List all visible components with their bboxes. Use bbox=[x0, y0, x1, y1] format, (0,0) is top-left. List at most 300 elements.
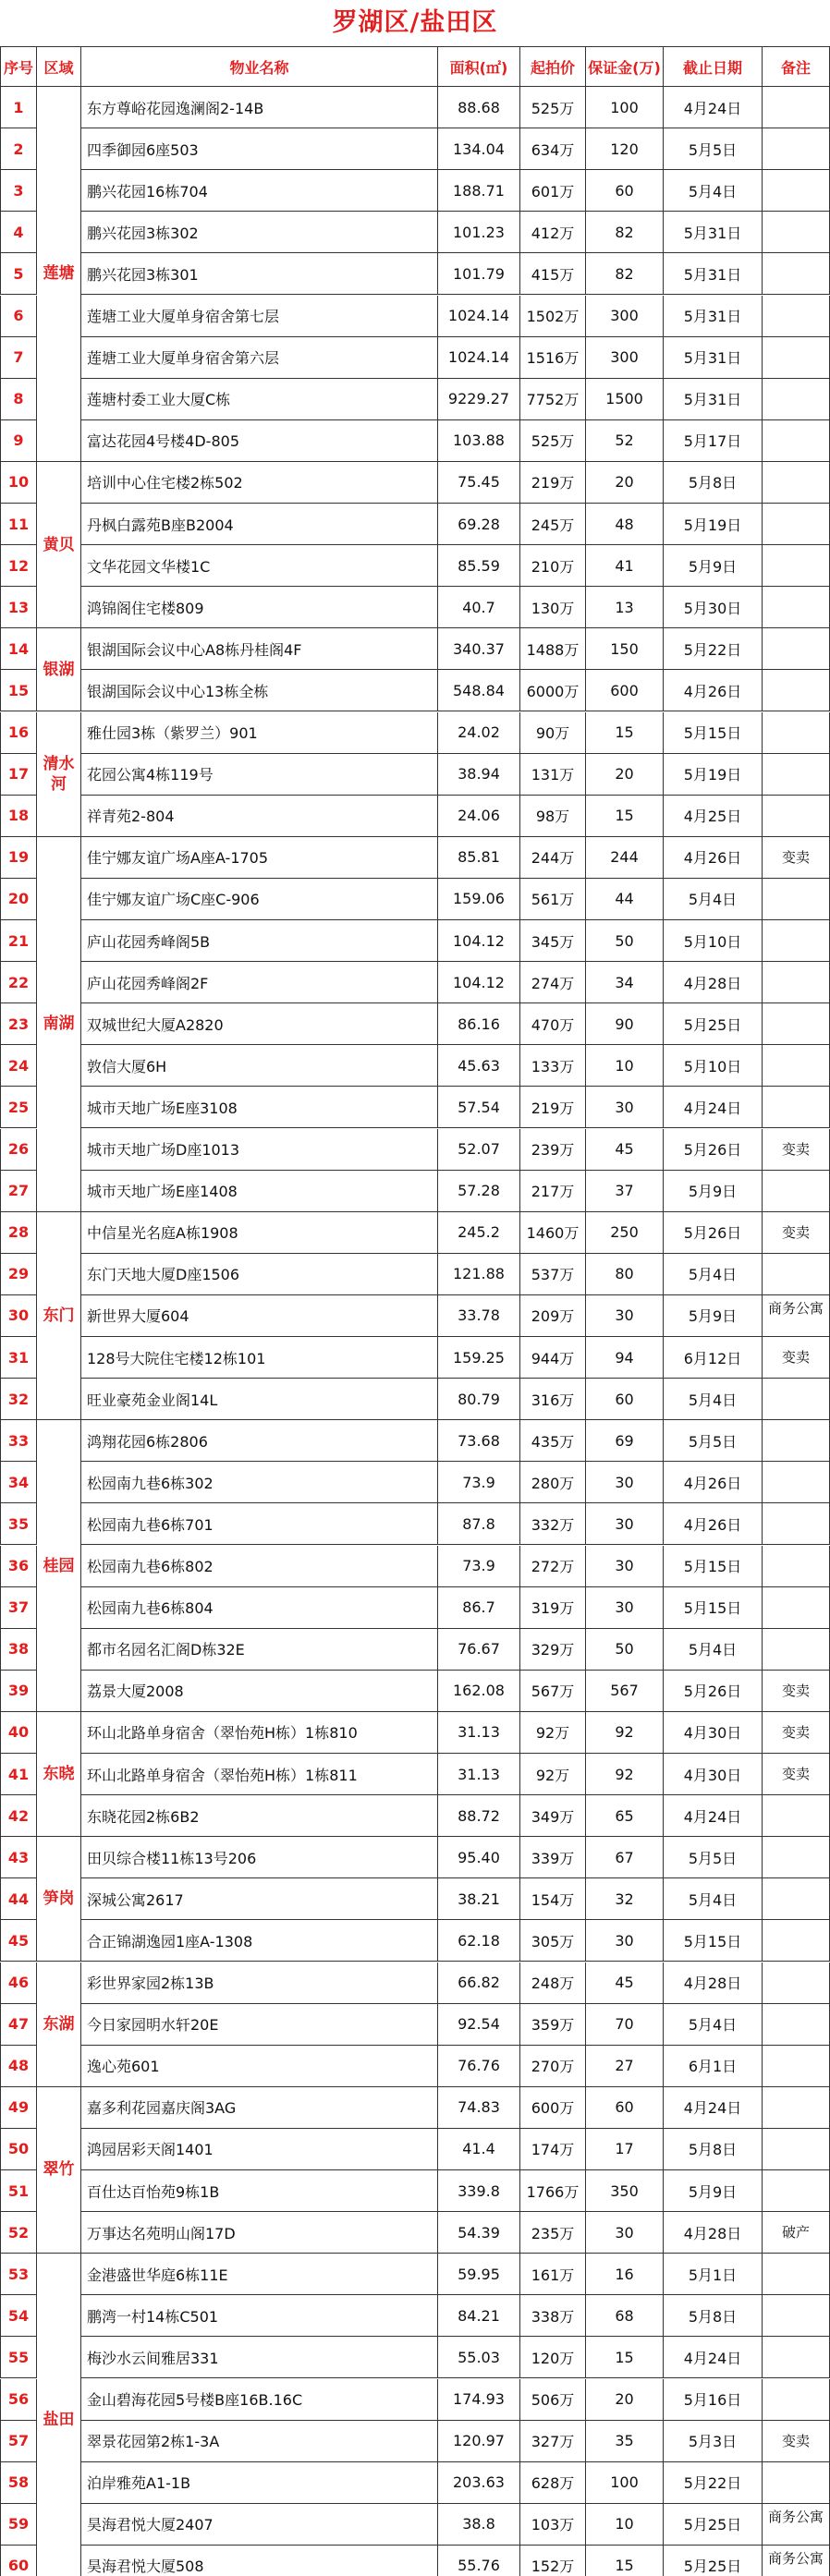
area-value: 9229.27 bbox=[438, 379, 520, 420]
property-name: 松园南九巷6栋802 bbox=[81, 1546, 438, 1587]
area-value: 73.9 bbox=[438, 1546, 520, 1587]
remark bbox=[763, 379, 830, 420]
row-seq: 28 bbox=[0, 1212, 37, 1254]
header-region: 区域 bbox=[37, 46, 81, 87]
row-seq: 20 bbox=[0, 879, 37, 920]
deposit-value: 16 bbox=[586, 2254, 664, 2295]
deadline-date: 5月3日 bbox=[664, 2421, 763, 2462]
row-seq: 24 bbox=[0, 1045, 37, 1087]
area-value: 162.08 bbox=[438, 1671, 520, 1712]
start-price: 133万 bbox=[520, 1045, 586, 1087]
area-value: 38.21 bbox=[438, 1878, 520, 1920]
area-value: 55.03 bbox=[438, 2337, 520, 2378]
property-name: 万事达名苑明山阁17D bbox=[81, 2212, 438, 2254]
property-name: 佳宁娜友谊广场C座C-906 bbox=[81, 879, 438, 920]
deposit-value: 30 bbox=[586, 1087, 664, 1128]
area-value: 31.13 bbox=[438, 1754, 520, 1795]
deadline-date: 5月25日 bbox=[664, 2546, 763, 2576]
header-start-price: 起拍价 bbox=[520, 46, 586, 87]
area-value: 188.71 bbox=[438, 170, 520, 212]
start-price: 174万 bbox=[520, 2129, 586, 2170]
property-name: 环山北路单身宿舍（翠怡苑H栋）1栋811 bbox=[81, 1754, 438, 1795]
property-name: 莲塘工业大厦单身宿舍第七层 bbox=[81, 296, 438, 337]
row-seq: 40 bbox=[0, 1712, 37, 1754]
property-name: 鸿锦阁住宅楼809 bbox=[81, 587, 438, 628]
property-name: 鹏湾一村14栋C501 bbox=[81, 2295, 438, 2337]
start-price: 327万 bbox=[520, 2421, 586, 2462]
deposit-value: 20 bbox=[586, 462, 664, 504]
deposit-value: 94 bbox=[586, 1337, 664, 1379]
deadline-date: 5月5日 bbox=[664, 1420, 763, 1462]
area-value: 84.21 bbox=[438, 2295, 520, 2337]
remark: 商务公寓 bbox=[763, 1295, 830, 1337]
remark bbox=[763, 2295, 830, 2337]
row-seq: 45 bbox=[0, 1920, 37, 1962]
start-price: 1502万 bbox=[520, 296, 586, 337]
deposit-value: 20 bbox=[586, 2379, 664, 2421]
start-price: 412万 bbox=[520, 212, 586, 253]
auction-table bbox=[0, 46, 830, 2576]
row-seq: 58 bbox=[0, 2462, 37, 2504]
property-name: 鹏兴花园3栋301 bbox=[81, 253, 438, 295]
remark bbox=[763, 2087, 830, 2129]
remark bbox=[763, 337, 830, 379]
area-value: 339.8 bbox=[438, 2170, 520, 2212]
remark bbox=[763, 1420, 830, 1462]
property-name: 金山碧海花园5号楼B座16B.16C bbox=[81, 2379, 438, 2421]
property-name: 彩世界家园2栋13B bbox=[81, 1962, 438, 2004]
deadline-date: 5月22日 bbox=[664, 628, 763, 670]
area-value: 24.06 bbox=[438, 796, 520, 837]
deadline-date: 5月19日 bbox=[664, 754, 763, 796]
row-seq: 36 bbox=[0, 1546, 37, 1587]
remark: 变卖 bbox=[763, 1212, 830, 1254]
remark bbox=[763, 545, 830, 587]
property-name: 深城公寓2617 bbox=[81, 1878, 438, 1920]
row-seq: 54 bbox=[0, 2295, 37, 2337]
area-value: 57.54 bbox=[438, 1087, 520, 1128]
row-seq: 49 bbox=[0, 2087, 37, 2129]
row-seq: 43 bbox=[0, 1837, 37, 1878]
property-name: 东方尊峪花园逸澜阁2-14B bbox=[81, 87, 438, 128]
deadline-date: 5月4日 bbox=[664, 2004, 763, 2046]
area-value: 38.94 bbox=[438, 754, 520, 796]
deposit-value: 82 bbox=[586, 212, 664, 253]
property-name: 四季御园6座503 bbox=[81, 128, 438, 170]
start-price: 506万 bbox=[520, 2379, 586, 2421]
remark bbox=[763, 2004, 830, 2046]
area-value: 1024.14 bbox=[438, 296, 520, 337]
deadline-date: 5月17日 bbox=[664, 420, 763, 462]
start-price: 209万 bbox=[520, 1295, 586, 1337]
area-value: 134.04 bbox=[438, 128, 520, 170]
remark bbox=[763, 504, 830, 545]
remark: 破产 bbox=[763, 2212, 830, 2254]
header-property: 物业名称 bbox=[81, 46, 438, 87]
row-seq: 4 bbox=[0, 212, 37, 253]
property-name: 银湖国际会议中心A8栋丹桂阁4F bbox=[81, 628, 438, 670]
deadline-date: 5月31日 bbox=[664, 337, 763, 379]
area-value: 120.97 bbox=[438, 2421, 520, 2462]
start-price: 470万 bbox=[520, 1003, 586, 1045]
deposit-value: 250 bbox=[586, 1212, 664, 1254]
start-price: 120万 bbox=[520, 2337, 586, 2378]
remark bbox=[763, 1087, 830, 1128]
remark: 变卖 bbox=[763, 1337, 830, 1379]
deposit-value: 90 bbox=[586, 1003, 664, 1045]
property-name: 都市名园名汇阁D栋32E bbox=[81, 1629, 438, 1671]
deadline-date: 5月26日 bbox=[664, 1129, 763, 1171]
deposit-value: 92 bbox=[586, 1754, 664, 1795]
remark bbox=[763, 2129, 830, 2170]
header-deadline: 截止日期 bbox=[664, 46, 763, 87]
area-value: 203.63 bbox=[438, 2462, 520, 2504]
row-seq: 15 bbox=[0, 670, 37, 711]
deposit-value: 65 bbox=[586, 1795, 664, 1837]
remark bbox=[763, 1503, 830, 1545]
area-value: 66.82 bbox=[438, 1962, 520, 2004]
deadline-date: 6月1日 bbox=[664, 2046, 763, 2087]
deadline-date: 5月26日 bbox=[664, 1671, 763, 1712]
deposit-value: 70 bbox=[586, 2004, 664, 2046]
area-value: 74.83 bbox=[438, 2087, 520, 2129]
deadline-date: 5月9日 bbox=[664, 545, 763, 587]
property-name: 今日家园明水轩20E bbox=[81, 2004, 438, 2046]
deposit-value: 20 bbox=[586, 754, 664, 796]
deadline-date: 5月4日 bbox=[664, 1878, 763, 1920]
property-name: 旺业豪苑金业阁14L bbox=[81, 1379, 438, 1420]
remark: 商务公寓 bbox=[763, 2546, 830, 2576]
remark bbox=[763, 2379, 830, 2421]
property-name: 东晓花园2栋6B2 bbox=[81, 1795, 438, 1837]
row-seq: 21 bbox=[0, 920, 37, 962]
row-seq: 37 bbox=[0, 1587, 37, 1629]
remark bbox=[763, 1837, 830, 1878]
start-price: 219万 bbox=[520, 462, 586, 504]
start-price: 152万 bbox=[520, 2546, 586, 2576]
area-value: 101.79 bbox=[438, 253, 520, 295]
start-price: 561万 bbox=[520, 879, 586, 920]
deadline-date: 4月30日 bbox=[664, 1712, 763, 1754]
start-price: 319万 bbox=[520, 1587, 586, 1629]
area-value: 62.18 bbox=[438, 1920, 520, 1962]
row-seq: 26 bbox=[0, 1129, 37, 1171]
region-label: 银湖 bbox=[37, 628, 81, 711]
area-value: 76.67 bbox=[438, 1629, 520, 1671]
remark bbox=[763, 879, 830, 920]
deadline-date: 5月31日 bbox=[664, 253, 763, 295]
property-name: 鹏兴花园3栋302 bbox=[81, 212, 438, 253]
area-value: 245.2 bbox=[438, 1212, 520, 1254]
start-price: 435万 bbox=[520, 1420, 586, 1462]
deposit-value: 27 bbox=[586, 2046, 664, 2087]
start-price: 316万 bbox=[520, 1379, 586, 1420]
deposit-value: 30 bbox=[586, 1587, 664, 1629]
area-value: 548.84 bbox=[438, 670, 520, 711]
start-price: 1488万 bbox=[520, 628, 586, 670]
property-name: 城市天地广场D座1013 bbox=[81, 1129, 438, 1171]
remark bbox=[763, 1920, 830, 1962]
row-seq: 42 bbox=[0, 1795, 37, 1837]
remark bbox=[763, 2046, 830, 2087]
deadline-date: 4月24日 bbox=[664, 87, 763, 128]
deadline-date: 4月24日 bbox=[664, 1087, 763, 1128]
start-price: 338万 bbox=[520, 2295, 586, 2337]
start-price: 600万 bbox=[520, 2087, 586, 2129]
area-value: 69.28 bbox=[438, 504, 520, 545]
deadline-date: 5月15日 bbox=[664, 712, 763, 754]
area-value: 95.40 bbox=[438, 1837, 520, 1878]
deposit-value: 17 bbox=[586, 2129, 664, 2170]
row-seq: 32 bbox=[0, 1379, 37, 1420]
area-value: 41.4 bbox=[438, 2129, 520, 2170]
remark bbox=[763, 1045, 830, 1087]
deposit-value: 45 bbox=[586, 1962, 664, 2004]
deposit-value: 300 bbox=[586, 296, 664, 337]
deposit-value: 600 bbox=[586, 670, 664, 711]
remark bbox=[763, 2462, 830, 2504]
deadline-date: 4月26日 bbox=[664, 837, 763, 879]
region-label: 盐田 bbox=[37, 2254, 81, 2576]
area-value: 73.68 bbox=[438, 1420, 520, 1462]
area-value: 86.7 bbox=[438, 1587, 520, 1629]
row-seq: 34 bbox=[0, 1462, 37, 1503]
start-price: 944万 bbox=[520, 1337, 586, 1379]
deadline-date: 5月10日 bbox=[664, 1045, 763, 1087]
area-value: 45.63 bbox=[438, 1045, 520, 1087]
region-label: 桂园 bbox=[37, 1420, 81, 1712]
start-price: 1766万 bbox=[520, 2170, 586, 2212]
area-value: 101.23 bbox=[438, 212, 520, 253]
deposit-value: 30 bbox=[586, 1920, 664, 1962]
area-value: 159.06 bbox=[438, 879, 520, 920]
deposit-value: 32 bbox=[586, 1878, 664, 1920]
row-seq: 27 bbox=[0, 1171, 37, 1212]
deposit-value: 100 bbox=[586, 87, 664, 128]
property-name: 翠景花园第2栋1-3A bbox=[81, 2421, 438, 2462]
deadline-date: 5月22日 bbox=[664, 2462, 763, 2504]
remark bbox=[763, 712, 830, 754]
row-seq: 52 bbox=[0, 2212, 37, 2254]
deadline-date: 5月9日 bbox=[664, 1171, 763, 1212]
row-seq: 46 bbox=[0, 1962, 37, 2004]
deadline-date: 5月9日 bbox=[664, 1295, 763, 1337]
remark bbox=[763, 1795, 830, 1837]
property-name: 丹枫白露苑B座B2004 bbox=[81, 504, 438, 545]
start-price: 601万 bbox=[520, 170, 586, 212]
deadline-date: 5月15日 bbox=[664, 1920, 763, 1962]
start-price: 567万 bbox=[520, 1671, 586, 1712]
deadline-date: 5月8日 bbox=[664, 462, 763, 504]
row-seq: 33 bbox=[0, 1420, 37, 1462]
property-name: 城市天地广场E座3108 bbox=[81, 1087, 438, 1128]
header-remark: 备注 bbox=[763, 46, 830, 87]
start-price: 270万 bbox=[520, 2046, 586, 2087]
property-name: 环山北路单身宿舍（翠怡苑H栋）1栋810 bbox=[81, 1712, 438, 1754]
area-value: 52.07 bbox=[438, 1129, 520, 1171]
start-price: 244万 bbox=[520, 837, 586, 879]
area-value: 121.88 bbox=[438, 1254, 520, 1295]
start-price: 634万 bbox=[520, 128, 586, 170]
row-seq: 12 bbox=[0, 545, 37, 587]
property-name: 敦信大厦6H bbox=[81, 1045, 438, 1087]
area-value: 76.76 bbox=[438, 2046, 520, 2087]
area-value: 86.16 bbox=[438, 1003, 520, 1045]
region-label: 东湖 bbox=[37, 1962, 81, 2087]
remark: 变卖 bbox=[763, 837, 830, 879]
start-price: 7752万 bbox=[520, 379, 586, 420]
deposit-value: 15 bbox=[586, 2546, 664, 2576]
property-name: 嘉多利花园嘉庆阁3AG bbox=[81, 2087, 438, 2129]
property-name: 双城世纪大厦A2820 bbox=[81, 1003, 438, 1045]
deposit-value: 350 bbox=[586, 2170, 664, 2212]
start-price: 235万 bbox=[520, 2212, 586, 2254]
remark bbox=[763, 128, 830, 170]
deposit-value: 44 bbox=[586, 879, 664, 920]
start-price: 161万 bbox=[520, 2254, 586, 2295]
deadline-date: 5月5日 bbox=[664, 1837, 763, 1878]
row-seq: 31 bbox=[0, 1337, 37, 1379]
remark bbox=[763, 587, 830, 628]
start-price: 349万 bbox=[520, 1795, 586, 1837]
area-value: 104.12 bbox=[438, 962, 520, 1003]
deadline-date: 5月4日 bbox=[664, 1254, 763, 1295]
remark bbox=[763, 296, 830, 337]
area-value: 88.68 bbox=[438, 87, 520, 128]
row-seq: 6 bbox=[0, 296, 37, 337]
start-price: 339万 bbox=[520, 1837, 586, 1878]
start-price: 131万 bbox=[520, 754, 586, 796]
remark bbox=[763, 1587, 830, 1629]
deadline-date: 4月26日 bbox=[664, 1503, 763, 1545]
row-seq: 19 bbox=[0, 837, 37, 879]
remark bbox=[763, 2170, 830, 2212]
start-price: 329万 bbox=[520, 1629, 586, 1671]
row-seq: 8 bbox=[0, 379, 37, 420]
deposit-value: 60 bbox=[586, 170, 664, 212]
region-label: 清水河 bbox=[37, 712, 81, 837]
deposit-value: 30 bbox=[586, 1462, 664, 1503]
row-seq: 11 bbox=[0, 504, 37, 545]
start-price: 92万 bbox=[520, 1754, 586, 1795]
deposit-value: 120 bbox=[586, 128, 664, 170]
row-seq: 16 bbox=[0, 712, 37, 754]
deadline-date: 5月4日 bbox=[664, 170, 763, 212]
property-name: 东门天地大厦D座1506 bbox=[81, 1254, 438, 1295]
remark bbox=[763, 1462, 830, 1503]
start-price: 130万 bbox=[520, 587, 586, 628]
deadline-date: 5月30日 bbox=[664, 587, 763, 628]
row-seq: 56 bbox=[0, 2379, 37, 2421]
deposit-value: 35 bbox=[586, 2421, 664, 2462]
remark bbox=[763, 87, 830, 128]
row-seq: 53 bbox=[0, 2254, 37, 2295]
start-price: 1516万 bbox=[520, 337, 586, 379]
deposit-value: 100 bbox=[586, 2462, 664, 2504]
area-value: 174.93 bbox=[438, 2379, 520, 2421]
area-value: 104.12 bbox=[438, 920, 520, 962]
start-price: 345万 bbox=[520, 920, 586, 962]
deadline-date: 4月24日 bbox=[664, 1795, 763, 1837]
row-seq: 51 bbox=[0, 2170, 37, 2212]
remark bbox=[763, 420, 830, 462]
area-value: 87.8 bbox=[438, 1503, 520, 1545]
row-seq: 30 bbox=[0, 1295, 37, 1337]
row-seq: 3 bbox=[0, 170, 37, 212]
deposit-value: 150 bbox=[586, 628, 664, 670]
area-value: 85.81 bbox=[438, 837, 520, 879]
deposit-value: 67 bbox=[586, 1837, 664, 1878]
property-name: 百仕达百怡苑9栋1B bbox=[81, 2170, 438, 2212]
deadline-date: 6月12日 bbox=[664, 1337, 763, 1379]
property-name: 城市天地广场E座1408 bbox=[81, 1171, 438, 1212]
remark bbox=[763, 253, 830, 295]
remark: 变卖 bbox=[763, 1671, 830, 1712]
start-price: 103万 bbox=[520, 2504, 586, 2546]
row-seq: 9 bbox=[0, 420, 37, 462]
deposit-value: 50 bbox=[586, 920, 664, 962]
remark: 变卖 bbox=[763, 2421, 830, 2462]
deadline-date: 5月4日 bbox=[664, 879, 763, 920]
start-price: 219万 bbox=[520, 1087, 586, 1128]
property-name: 莲塘村委工业大厦C栋 bbox=[81, 379, 438, 420]
property-name: 松园南九巷6栋804 bbox=[81, 1587, 438, 1629]
deadline-date: 4月24日 bbox=[664, 2087, 763, 2129]
region-label: 黄贝 bbox=[37, 462, 81, 628]
property-name: 庐山花园秀峰阁2F bbox=[81, 962, 438, 1003]
deposit-value: 10 bbox=[586, 1045, 664, 1087]
deadline-date: 4月26日 bbox=[664, 1462, 763, 1503]
start-price: 537万 bbox=[520, 1254, 586, 1295]
deposit-value: 69 bbox=[586, 1420, 664, 1462]
property-name: 鹏兴花园16栋704 bbox=[81, 170, 438, 212]
deposit-value: 30 bbox=[586, 2212, 664, 2254]
property-name: 新世界大厦604 bbox=[81, 1295, 438, 1337]
row-seq: 55 bbox=[0, 2337, 37, 2378]
row-seq: 57 bbox=[0, 2421, 37, 2462]
property-name: 荔景大厦2008 bbox=[81, 1671, 438, 1712]
row-seq: 18 bbox=[0, 796, 37, 837]
row-seq: 22 bbox=[0, 962, 37, 1003]
property-name: 佳宁娜友谊广场A座A-1705 bbox=[81, 837, 438, 879]
start-price: 280万 bbox=[520, 1462, 586, 1503]
remark bbox=[763, 670, 830, 711]
remark bbox=[763, 628, 830, 670]
start-price: 525万 bbox=[520, 87, 586, 128]
row-seq: 47 bbox=[0, 2004, 37, 2046]
deadline-date: 4月28日 bbox=[664, 1962, 763, 2004]
deadline-date: 4月25日 bbox=[664, 796, 763, 837]
start-price: 217万 bbox=[520, 1171, 586, 1212]
deposit-value: 15 bbox=[586, 2337, 664, 2378]
row-seq: 10 bbox=[0, 462, 37, 504]
deadline-date: 5月31日 bbox=[664, 296, 763, 337]
deadline-date: 5月25日 bbox=[664, 1003, 763, 1045]
deposit-value: 1500 bbox=[586, 379, 664, 420]
start-price: 90万 bbox=[520, 712, 586, 754]
deposit-value: 244 bbox=[586, 837, 664, 879]
deadline-date: 4月30日 bbox=[664, 1754, 763, 1795]
start-price: 415万 bbox=[520, 253, 586, 295]
property-name: 逸心苑601 bbox=[81, 2046, 438, 2087]
area-value: 159.25 bbox=[438, 1337, 520, 1379]
property-name: 雅仕园3栋（紫罗兰）901 bbox=[81, 712, 438, 754]
row-seq: 1 bbox=[0, 87, 37, 128]
deadline-date: 5月9日 bbox=[664, 2170, 763, 2212]
deadline-date: 4月26日 bbox=[664, 670, 763, 711]
deposit-value: 10 bbox=[586, 2504, 664, 2546]
deposit-value: 82 bbox=[586, 253, 664, 295]
